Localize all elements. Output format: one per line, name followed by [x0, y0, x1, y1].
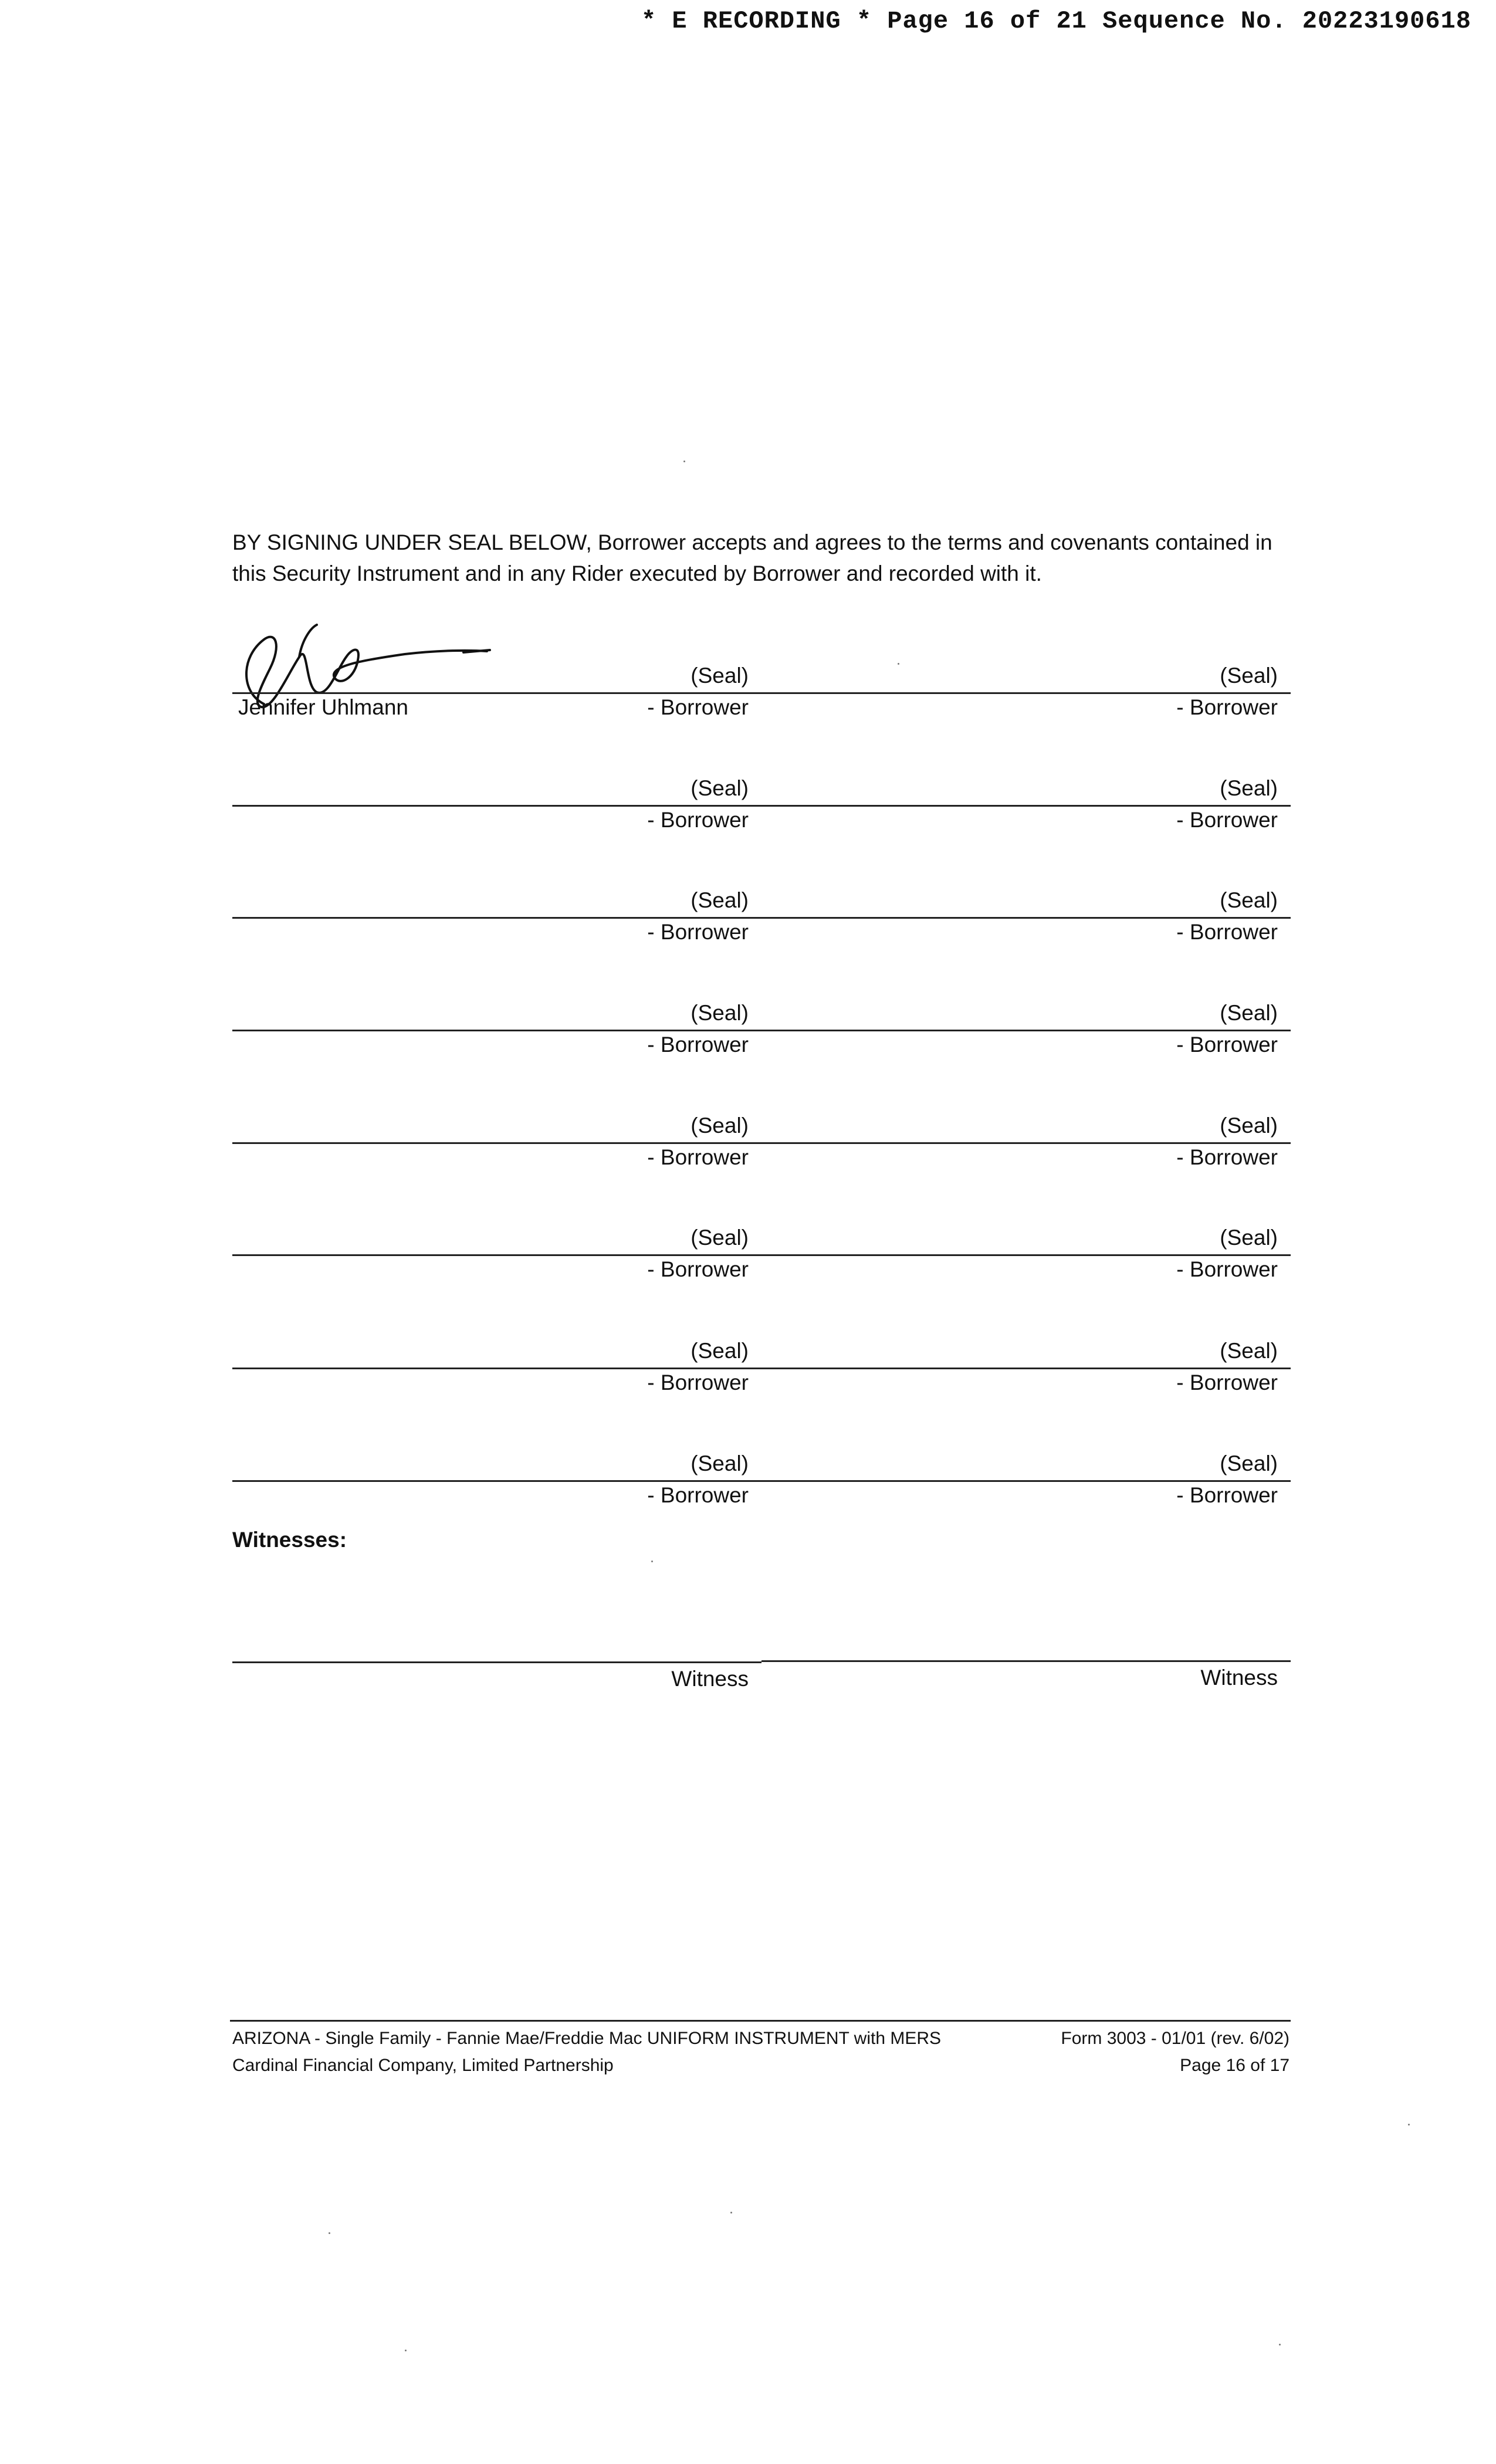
borrower-signature-block [761, 663, 1291, 739]
borrower-signature-block [232, 1225, 761, 1301]
signature-line [761, 1254, 1291, 1256]
borrower-signature-block [761, 1451, 1291, 1527]
borrower-label: - Borrower [647, 1370, 749, 1395]
seal-label: (Seal) [691, 776, 749, 800]
borrower-signature-block [232, 1338, 761, 1414]
borrower-signature-block [761, 1225, 1291, 1301]
signature-line [232, 1142, 761, 1144]
borrower-label: - Borrower [1176, 695, 1278, 719]
signature-line [761, 917, 1291, 919]
seal-label: (Seal) [1220, 1339, 1278, 1363]
seal-label: (Seal) [691, 664, 749, 688]
signature-line [232, 1030, 761, 1031]
signature-line [232, 1254, 761, 1256]
signature-line [761, 1030, 1291, 1031]
borrower-label: - Borrower [647, 1257, 749, 1281]
borrower-label: - Borrower [1176, 1370, 1278, 1395]
scan-speck [898, 663, 899, 665]
seal-label: (Seal) [1220, 664, 1278, 688]
borrower-label: - Borrower [647, 1033, 749, 1057]
borrower-signature-block [761, 1338, 1291, 1414]
borrower-label: - Borrower [1176, 1033, 1278, 1057]
seal-label: (Seal) [1220, 1001, 1278, 1025]
seal-label: (Seal) [691, 1226, 749, 1250]
footer-form-number [1061, 2025, 1289, 2079]
witness-label: Witness [1200, 1666, 1278, 1690]
scan-speck [405, 2350, 407, 2351]
seal-label: (Seal) [691, 1339, 749, 1363]
signature-line [232, 805, 761, 807]
borrower-signature-block [761, 888, 1291, 964]
borrower-label: - Borrower [647, 695, 749, 719]
borrower-signature-block [232, 888, 761, 964]
signature-line [761, 1142, 1291, 1144]
footer-page-line: Page 16 of 17 [1180, 2056, 1289, 2075]
footer-lender-line: Cardinal Financial Company, Limited Partnership [232, 2056, 614, 2075]
borrower-label: - Borrower [1176, 1145, 1278, 1169]
witness-line [761, 1660, 1291, 1662]
seal-label: (Seal) [1220, 1226, 1278, 1250]
borrower-label: - Borrower [1176, 808, 1278, 832]
borrower-label: - Borrower [1176, 920, 1278, 944]
borrower-label: - Borrower [1176, 1257, 1278, 1281]
witnesses-heading: Witnesses: [232, 1528, 347, 1552]
signature-line [761, 1480, 1291, 1482]
signature-line [232, 1480, 761, 1482]
witness-label: Witness [671, 1667, 749, 1691]
borrower-signature-block [761, 1113, 1291, 1189]
witness-signature-block [761, 1660, 1291, 1707]
borrower-printed-name: Jennifer Uhlmann [238, 695, 408, 719]
seal-label: (Seal) [691, 1451, 749, 1475]
scan-speck [651, 1561, 653, 1562]
borrower-label: - Borrower [1176, 1483, 1278, 1507]
footer-divider [230, 2020, 1291, 2022]
borrower-label: - Borrower [647, 1145, 749, 1169]
borrower-signature-block [232, 1451, 761, 1527]
seal-label: (Seal) [1220, 888, 1278, 912]
signature-line [761, 1368, 1291, 1369]
seal-label: (Seal) [1220, 1451, 1278, 1475]
borrower-signature-block [232, 776, 761, 852]
signature-line [232, 1368, 761, 1369]
borrower-signature-block [761, 776, 1291, 852]
footer-instrument-line: ARIZONA - Single Family - Fannie Mae/Freddie Mac UNIFORM INSTRUMENT with MERS [232, 2029, 942, 2048]
seal-label: (Seal) [691, 1113, 749, 1138]
seal-label: (Seal) [691, 888, 749, 912]
signature-line [761, 805, 1291, 807]
borrower-signature-block [761, 1000, 1291, 1077]
borrower-label: - Borrower [647, 808, 749, 832]
signature-line [232, 692, 761, 694]
signature-line [761, 692, 1291, 694]
borrower-label: - Borrower [647, 920, 749, 944]
seal-label: (Seal) [691, 1001, 749, 1025]
signing-statement: BY SIGNING UNDER SEAL BELOW, Borrower accepts and agrees to the terms and covenants contained in this Security Instrument and in any Rider executed by Borrower and recorded with it. [232, 530, 1272, 585]
witness-signature-block [232, 1661, 761, 1708]
borrower-signature-block [232, 1113, 761, 1189]
scan-speck [683, 461, 685, 462]
footer-form-description [232, 2025, 941, 2079]
scan-speck [1279, 2344, 1281, 2345]
scan-speck [329, 2232, 330, 2234]
signature-line [232, 917, 761, 919]
seal-label: (Seal) [1220, 776, 1278, 800]
seal-label: (Seal) [1220, 1113, 1278, 1138]
borrower-signature-block [232, 663, 761, 739]
recording-stamp: * E RECORDING * Page 16 of 21 Sequence No. 20223190618 [641, 7, 1471, 35]
borrower-label: - Borrower [647, 1483, 749, 1507]
footer-form-line: Form 3003 - 01/01 (rev. 6/02) [1061, 2029, 1289, 2048]
borrower-signature-block [232, 1000, 761, 1077]
scan-speck [1408, 2124, 1410, 2125]
witness-line [232, 1661, 761, 1663]
scan-speck [730, 2212, 732, 2213]
